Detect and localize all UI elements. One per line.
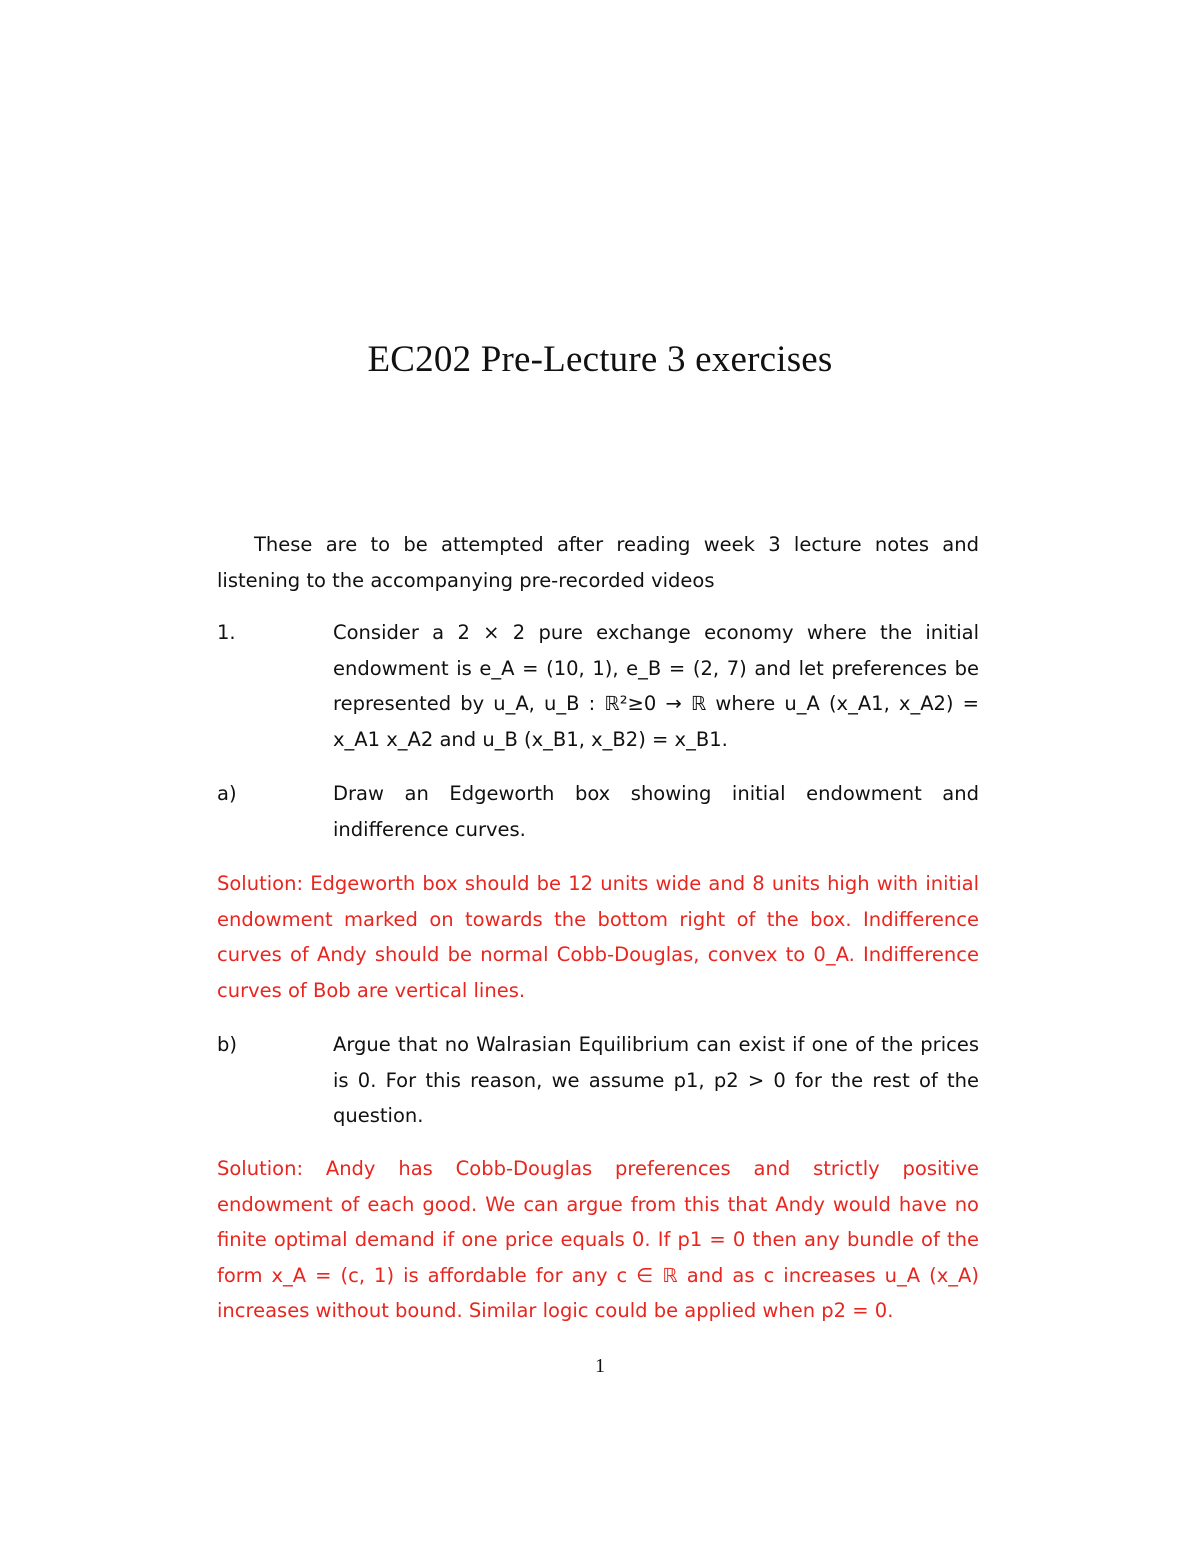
question-1 — [217, 615, 979, 757]
solution-a: Solution: Edgeworth box should be 12 units wide and 8 units high with initial endowment marked on towards the bottom right of the box. Indifference curves of Andy should be normal Cobb-Douglas, convex to 0_A. Indifference curves of Bob are vertical lines. — [217, 872, 979, 1002]
question-b-text: Argue that no Walrasian Equilibrium can exist if one of the prices is 0. For this reason, we assume p1, p2 > 0 for the rest of the question. — [333, 1033, 979, 1127]
question-1-text: Consider a 2 × 2 pure exchange economy where the initial endowment is e_A = (10, 1), e_B = (2, 7) and let preferences be represented by u_A, u_B : ℝ²≥0 → ℝ where u_A (x_A1, x_A2) = x_A1 x_A2 and u_B (x_B1, x_B2) = x_B1. — [333, 621, 979, 751]
question-a — [217, 776, 979, 847]
question-a-label: a) — [217, 782, 237, 805]
intro-paragraph: These are to be attempted after reading week 3 lecture notes and listening to the accompanying pre-recorded videos — [217, 533, 979, 592]
document-title: EC202 Pre-Lecture 3 exercises — [367, 339, 833, 380]
question-a-text: Draw an Edgeworth box showing initial endowment and indifference curves. — [333, 782, 979, 841]
solution-b: Solution: Andy has Cobb-Douglas preferences and strictly positive endowment of each good. We can argue from this that Andy would have no finite optimal demand if one price equals 0. If p1 = 0 then any bundle of the form x_A = (c, 1) is affordable for any c ∈ ℝ and as c increases u_A (x_A) increases without bound. Similar logic could be applied when p2 = 0. — [217, 1157, 979, 1322]
question-b — [217, 1027, 979, 1134]
question-b-label: b) — [217, 1033, 237, 1056]
question-1-label: 1. — [217, 621, 236, 644]
page-number: 1 — [595, 1355, 605, 1377]
